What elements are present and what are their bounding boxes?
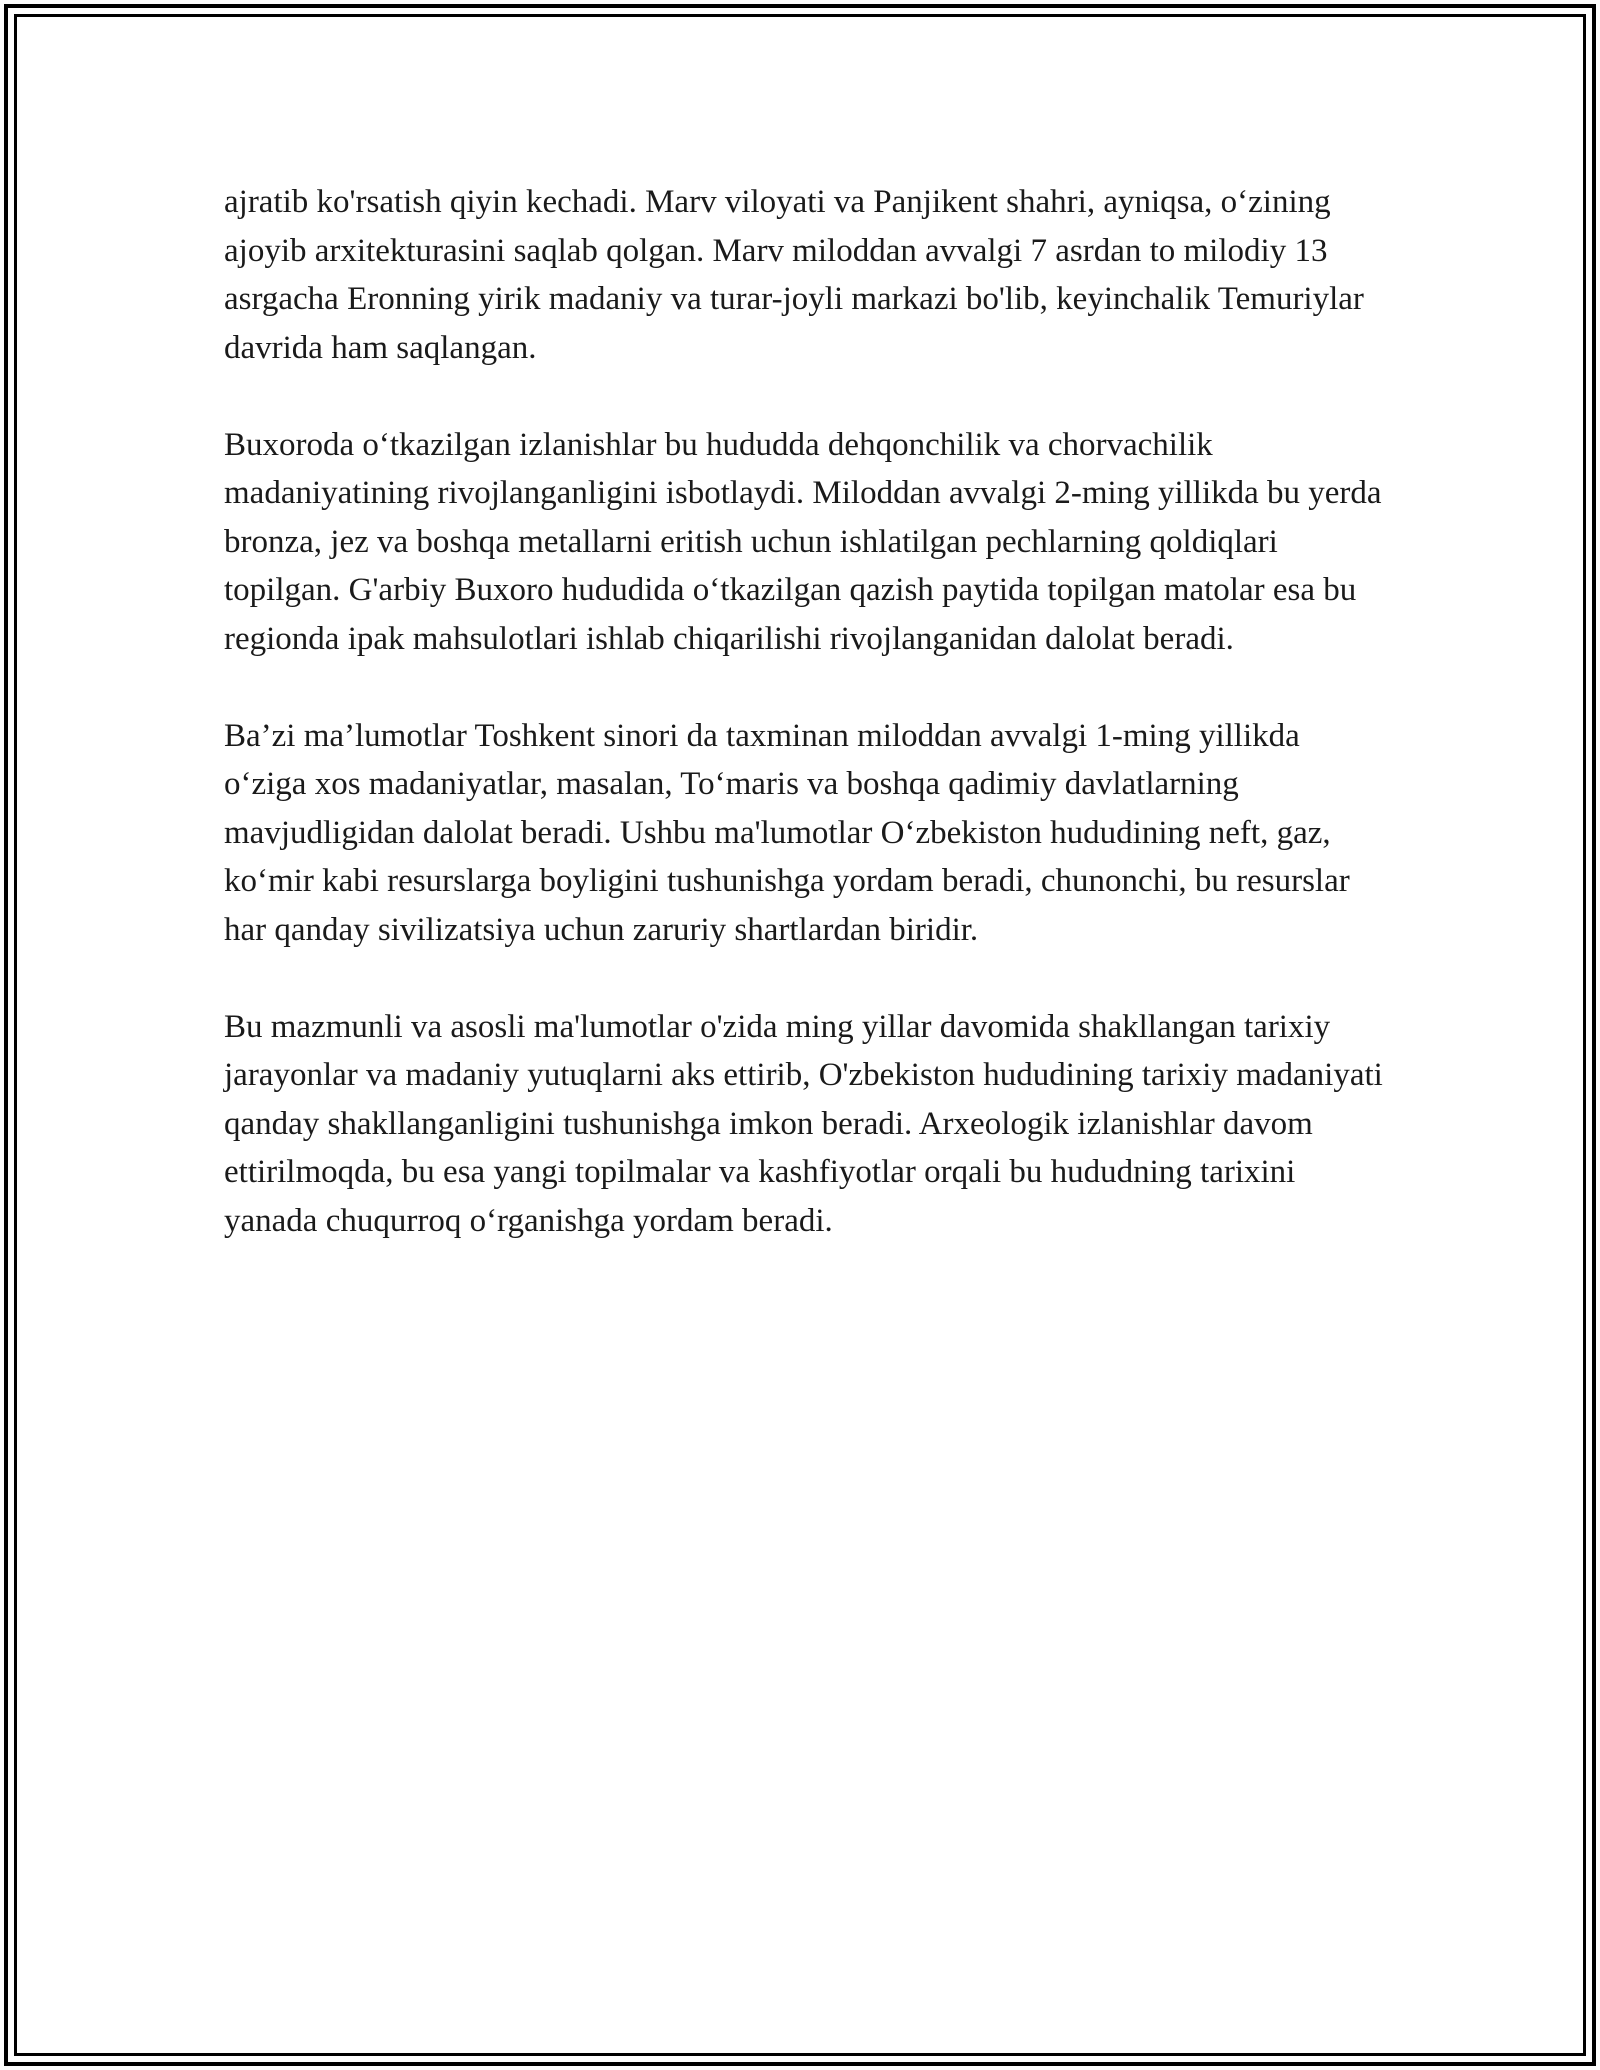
paragraph-4: Bu mazmunli va asosli ma'lumotlar o'zida ming yillar davomida shakllangan tarixiy jarayonlar va madaniy yutuqlarni aks ettirib, O'zbekiston hududining tarixiy madaniyati qanday shakllanganligini tushunishga imkon beradi. Arxeologik izlanishlar davom ettirilmoqda, bu esa yangi topilmalar va kashfiyotlar orqali bu hududning tarixini yanada chuqurroq o‘rganishga yordam beradi. [224,1008,1383,1239]
document-body [224,178,1384,1294]
paragraph-1: ajratib ko'rsatish qiyin kechadi. Marv viloyati va Panjikent shahri, ayniqsa, o‘zining ajoyib arxitekturasini saqlab qolgan. Marv miloddan avvalgi 7 asrdan to milodiy 13 asrgacha Eronning yirik madaniy va turar-joyli markazi bo'lib, keyinchalik Temuriylar davrida ham saqlangan. [224,184,1364,366]
paragraph-3: Ba’zi ma’lumotlar Toshkent sinori da taxminan miloddan avvalgi 1-ming yillikda o‘ziga xos madaniyatlar, masalan, To‘maris va boshqa qadimiy davlatlarning mavjudligidan dalolat beradi. Ushbu ma'lumotlar O‘zbekiston hududining neft, gaz, ko‘mir kabi resurslarga boyligini tushunishga yordam beradi, chunonchi, bu resurslar har qanday sivilizatsiya uchun zaruriy shartlardan biridir. [224,717,1350,948]
paragraph-2: Buxoroda o‘tkazilgan izlanishlar bu hududda dehqonchilik va chorvachilik madaniyatining rivojlanganligini isbotlaydi. Miloddan avvalgi 2-ming yillikda bu yerda bronza, jez va boshqa metallarni eritish uchun ishlatilgan pechlarning qoldiqlari topilgan. G'arbiy Buxoro hududida o‘tkazilgan qazish paytida topilgan matolar esa bu regionda ipak mahsulotlari ishlab chiqarilishi rivojlanganidan dalolat beradi. [224,426,1382,657]
